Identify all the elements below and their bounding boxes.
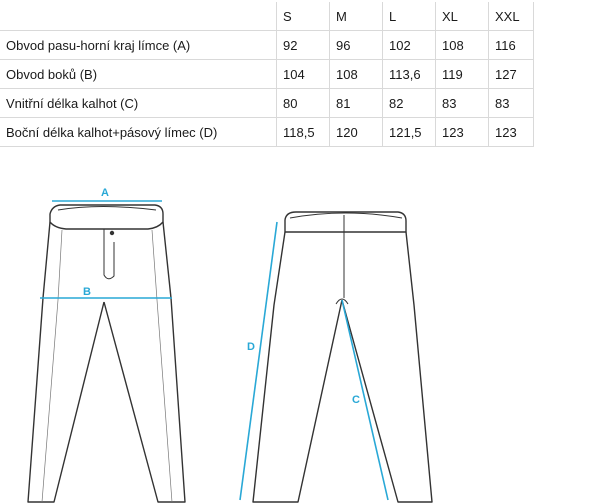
table-cell: 108 (330, 60, 383, 89)
table-cell: 123 (489, 118, 534, 147)
measure-line-d (240, 222, 277, 500)
table-cell: 116 (489, 31, 534, 60)
table-row-outseam (0, 118, 534, 147)
table-cell: 81 (330, 89, 383, 118)
front-waistband-inner-line (58, 207, 156, 211)
front-right-leg (104, 222, 185, 502)
pants-measurement-diagram (0, 170, 610, 504)
pants-front-view (28, 205, 185, 502)
back-waistband-curve (290, 213, 402, 218)
table-cell: 108 (436, 31, 489, 60)
table-cell: 96 (330, 31, 383, 60)
table-cell: 102 (383, 31, 436, 60)
table-row-waist (0, 31, 534, 60)
table-row-inseam (0, 89, 534, 118)
row-label: Obvod boků (B) (0, 60, 277, 89)
table-header-size-s: S (277, 2, 330, 31)
row-label: Boční délka kalhot+pásový límec (D) (0, 118, 277, 147)
table-cell: 83 (489, 89, 534, 118)
measure-label-c: C (352, 394, 360, 406)
table-header-row (0, 2, 534, 31)
table-cell: 82 (383, 89, 436, 118)
table-cell: 80 (277, 89, 330, 118)
table-cell: 123 (436, 118, 489, 147)
front-button (110, 231, 114, 235)
table-cell: 118,5 (277, 118, 330, 147)
table-header-size-m: M (330, 2, 383, 31)
table-cell: 104 (277, 60, 330, 89)
front-fly (104, 229, 114, 279)
table-header-size-xl: XL (436, 2, 489, 31)
table-header-size-xxl: XXL (489, 2, 534, 31)
table-cell: 113,6 (383, 60, 436, 89)
size-chart-table (0, 2, 534, 147)
table-cell: 121,5 (383, 118, 436, 147)
table-cell: 127 (489, 60, 534, 89)
measure-label-d: D (247, 341, 255, 353)
back-left-leg (253, 232, 342, 502)
table-row-hips (0, 60, 534, 89)
table-cell: 119 (436, 60, 489, 89)
table-header-size-l: L (383, 2, 436, 31)
measure-line-c (342, 300, 388, 500)
back-waistband (285, 212, 406, 232)
table-header-corner (0, 2, 277, 31)
front-right-seam (152, 230, 172, 502)
measure-label-b: B (83, 286, 91, 298)
table-cell: 120 (330, 118, 383, 147)
row-label: Obvod pasu-horní kraj límce (A) (0, 31, 277, 60)
front-left-leg (28, 222, 104, 502)
row-label: Vnitřní délka kalhot (C) (0, 89, 277, 118)
table-cell: 83 (436, 89, 489, 118)
table-cell: 92 (277, 31, 330, 60)
back-right-leg (342, 232, 432, 502)
pants-back-view (253, 212, 432, 502)
measure-label-a: A (101, 187, 109, 199)
